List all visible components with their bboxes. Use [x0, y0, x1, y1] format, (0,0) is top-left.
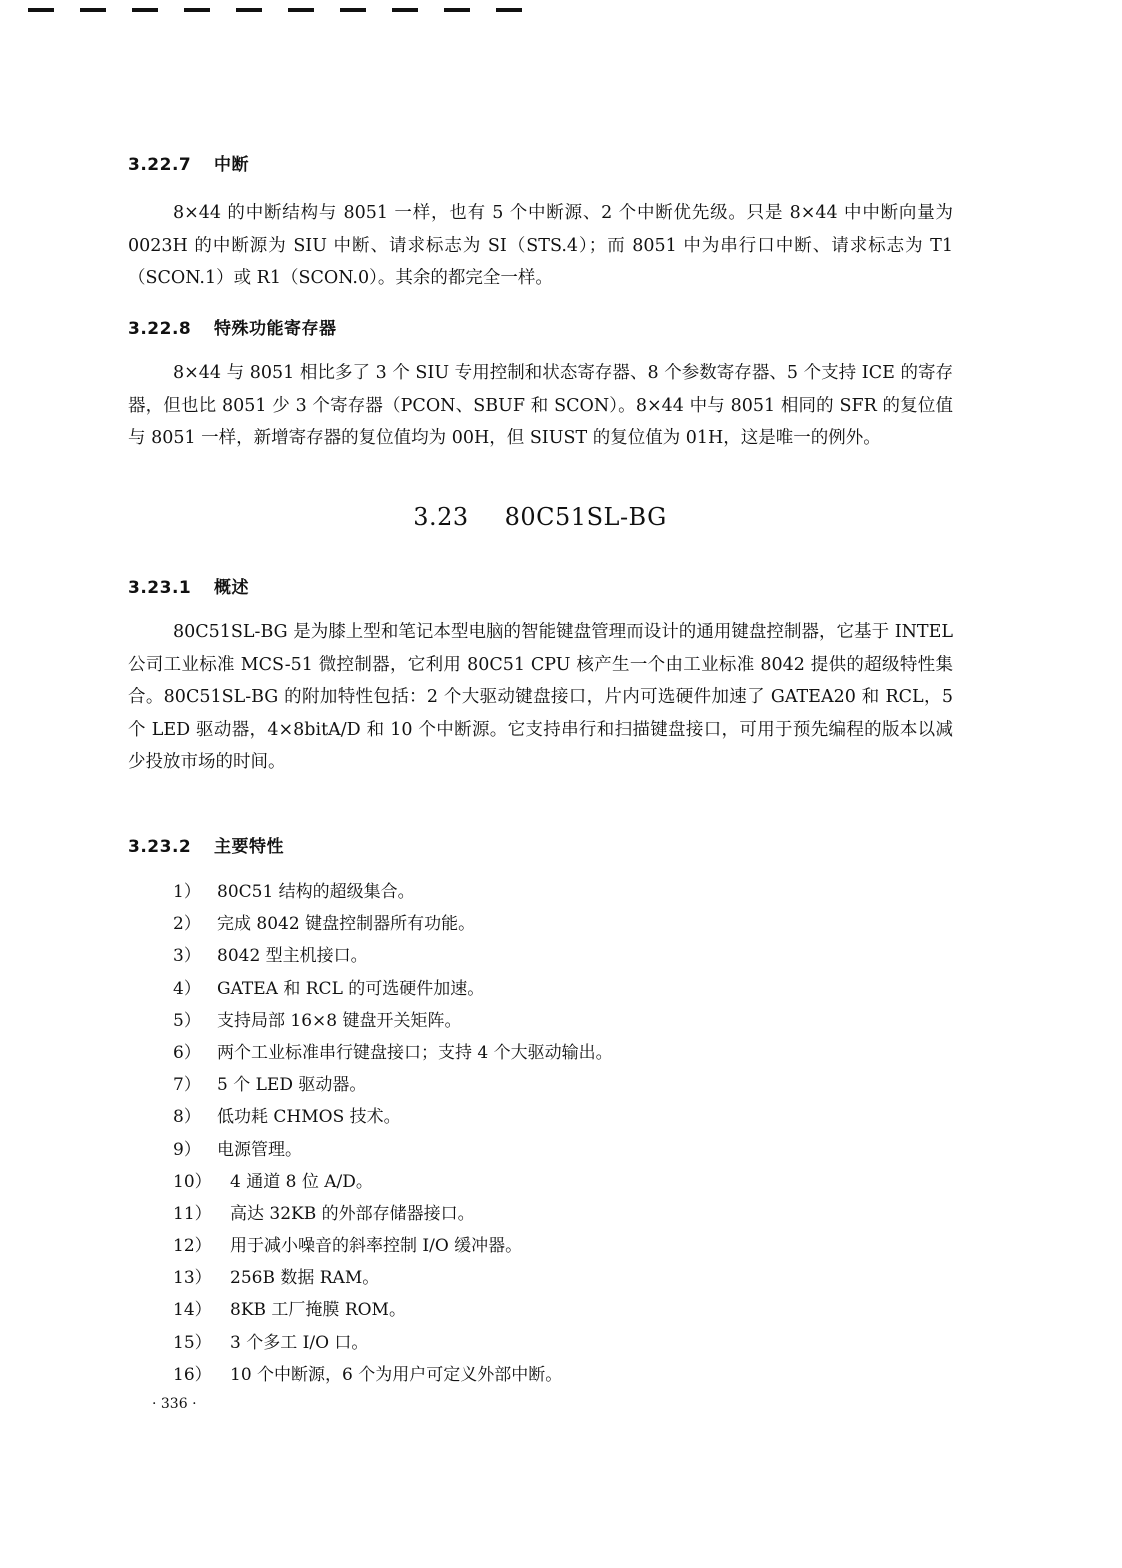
list-item	[173, 1198, 613, 1230]
list-index: 6）	[173, 1042, 201, 1063]
list-index: 15）	[173, 1332, 212, 1353]
heading-3-23-1	[128, 573, 249, 598]
list-index: 16）	[173, 1364, 212, 1385]
list-text: 支持局部 16×8 键盘开关矩阵。	[217, 1010, 462, 1031]
section-number: 3.23.1	[128, 578, 192, 598]
list-item	[173, 1037, 613, 1069]
section-title: 主要特性	[214, 837, 284, 857]
heading-3-22-7	[128, 150, 249, 175]
list-item	[173, 1262, 613, 1294]
list-item	[173, 876, 613, 908]
list-text: 80C51 结构的超级集合。	[217, 882, 415, 902]
feature-list	[173, 876, 613, 1391]
list-index: 10）	[173, 1171, 212, 1192]
heading-3-22-8	[128, 314, 337, 339]
section-title: 80C51SL-BG	[504, 503, 667, 531]
section-number: 3.22.7	[128, 155, 192, 175]
list-item	[173, 973, 613, 1005]
list-item	[173, 1069, 613, 1101]
list-index: 14）	[173, 1300, 212, 1321]
list-text: 完成 8042 键盘控制器所有功能。	[217, 914, 476, 935]
page-number: · 336 ·	[152, 1396, 197, 1412]
list-item	[173, 1005, 613, 1037]
list-text: 8042 型主机接口。	[217, 946, 368, 967]
list-item	[173, 908, 613, 940]
list-text: 256B 数据 RAM。	[230, 1268, 380, 1289]
section-title: 中断	[214, 155, 249, 175]
section-number: 3.23.2	[128, 837, 192, 857]
list-text: GATEA 和 RCL 的可选硬件加速。	[217, 978, 485, 999]
list-index: 11）	[173, 1203, 212, 1224]
list-text: 8KB 工厂掩膜 ROM。	[230, 1300, 406, 1321]
list-text: 高达 32KB 的外部存储器接口。	[230, 1203, 475, 1224]
list-item	[173, 1294, 613, 1326]
list-index: 8）	[173, 1107, 201, 1128]
list-index: 1）	[173, 882, 201, 902]
list-index: 2）	[173, 914, 201, 935]
list-item	[173, 1327, 613, 1359]
section-title: 概述	[214, 578, 249, 598]
list-index: 3）	[173, 946, 201, 967]
list-item	[173, 1101, 613, 1133]
list-text: 10 个中断源，6 个为用户可定义外部中断。	[230, 1364, 563, 1385]
list-text: 低功耗 CHMOS 技术。	[217, 1107, 401, 1128]
heading-3-23	[0, 503, 1080, 531]
heading-3-23-2	[128, 832, 284, 857]
paragraph-interrupts: 8×44 的中断结构与 8051 一样，也有 5 个中断源、2 个中断优先级。只是 8×44 中中断向量为 0023H 的中断源为 SIU 中断、请求标志为 SI（STS.4）；而 8051 中为串行口中断、请求标志为 T1（SCON.1）或 R1（SCON.0）。其余的都完全一样。	[128, 203, 953, 288]
list-text: 用于减小噪音的斜率控制 I/O 缓冲器。	[230, 1236, 523, 1257]
list-index: 5）	[173, 1010, 201, 1031]
list-item	[173, 1230, 613, 1262]
list-text: 3 个多工 I/O 口。	[230, 1332, 369, 1353]
list-index: 13）	[173, 1268, 212, 1289]
section-title: 特殊功能寄存器	[214, 319, 337, 339]
list-index: 4）	[173, 978, 201, 999]
list-text: 电源管理。	[217, 1139, 302, 1160]
list-item	[173, 1166, 613, 1198]
list-index: 9）	[173, 1139, 201, 1160]
list-item	[173, 1359, 613, 1391]
section-number: 3.23	[413, 503, 469, 531]
section-number: 3.22.8	[128, 319, 192, 339]
list-text: 4 通道 8 位 A/D。	[230, 1171, 373, 1192]
list-item	[173, 1134, 613, 1166]
top-dash-rule	[28, 8, 528, 12]
list-index: 7）	[173, 1075, 201, 1096]
list-text: 两个工业标准串行键盘接口；支持 4 个大驱动输出。	[217, 1042, 613, 1063]
list-text: 5 个 LED 驱动器。	[217, 1075, 367, 1096]
list-index: 12）	[173, 1236, 212, 1257]
paragraph-overview: 80C51SL-BG 是为膝上型和笔记本型电脑的智能键盘管理而设计的通用键盘控制器，它基于 INTEL 公司工业标准 MCS-51 微控制器，它利用 80C51 CPU 核产生一个由工业标准 8042 提供的超级特性集合。80C51SL-BG 的附加特性包括：2 个大驱动键盘接口，片内可选硬件加速了 GATEA20 和 RCL，5 个 LED 驱动器，4×8bitA/D 和 10 个中断源。它支持串行和扫描键盘接口，可用于预先编程的版本以减少投放市场的时间。	[128, 622, 953, 772]
paragraph-sfr: 8×44 与 8051 相比多了 3 个 SIU 专用控制和状态寄存器、8 个参数寄存器、5 个支持 ICE 的寄存器，但也比 8051 少 3 个寄存器（PCON、SBUF 和 SCON）。8×44 中与 8051 相同的 SFR 的复位值与 8051 一样，新增寄存器的复位值均为 00H，但 SIUST 的复位值为 01H，这是唯一的例外。	[128, 363, 953, 448]
list-item	[173, 940, 613, 972]
